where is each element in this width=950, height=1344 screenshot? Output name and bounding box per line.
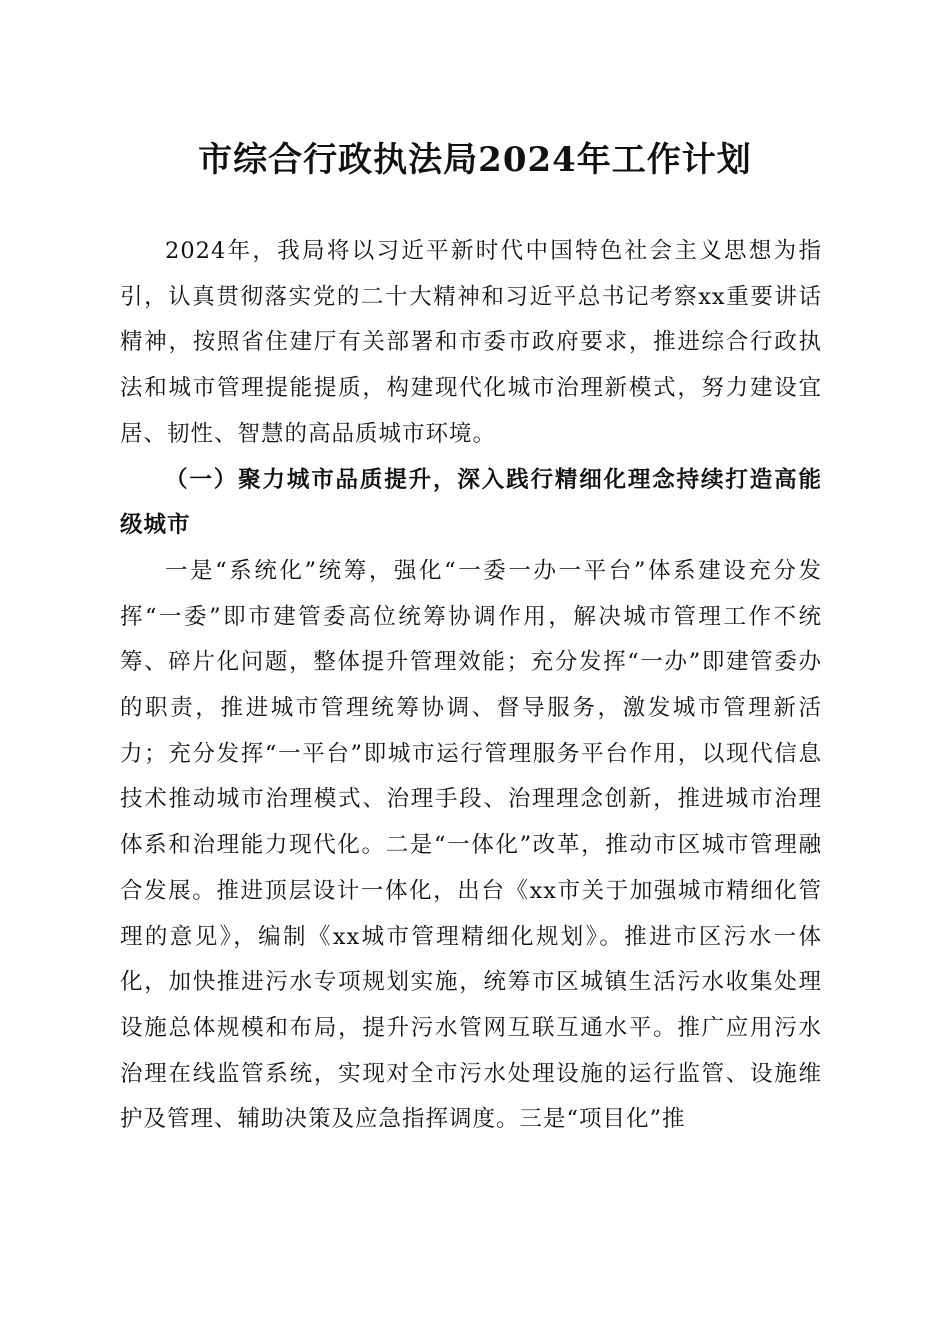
document-title: 市综合行政执法局2024年工作计划	[198, 140, 752, 180]
section-heading: （一）聚力城市品质提升，深入践行精细化理念持续打造高能级城市	[120, 466, 822, 539]
document-body	[120, 229, 822, 1143]
intro-paragraph: 2024年，我局将以习近平新时代中国特色社会主义思想为指引，认真贯彻落实党的二十大精神和习近平总书记考察xx重要讲话精神，按照省住建厅有关部署和市委市政府要求，推进综合行政执法和城市管理提能提质，构建现代化城市治理新模式，努力建设宜居、韧性、智慧的高品质城市环境。	[120, 238, 822, 447]
section-paragraph: 一是“系统化”统筹，强化“一委一办一平台”体系建设充分发挥“一委”即市建管委高位统筹协调作用，解决城市管理工作不统筹、碎片化问题，整体提升管理效能；充分发挥“一办”即建管委办的职责，推进城市管理统筹协调、督导服务，激发城市管理新活力；充分发挥“一平台”即城市运行管理服务平台作用，以现代信息技术推动城市治理模式、治理手段、治理理念创新，推进城市治理体系和治理能力现代化。二是“一体化”改革，推动市区城市管理融合发展。推进顶层设计一体化，出台《xx市关于加强城市精细化管理的意见》，编制《xx城市管理精细化规划》。推进市区污水一体化，加快推进污水专项规划实施，统筹市区城镇生活污水收集处理设施总体规模和布局，提升污水管网互联互通水平。推广应用污水治理在线监管系统，实现对全市污水处理设施的运行监管、设施维护及管理、辅助决策及应急指挥调度。三是“项目化”推	[120, 557, 822, 1133]
